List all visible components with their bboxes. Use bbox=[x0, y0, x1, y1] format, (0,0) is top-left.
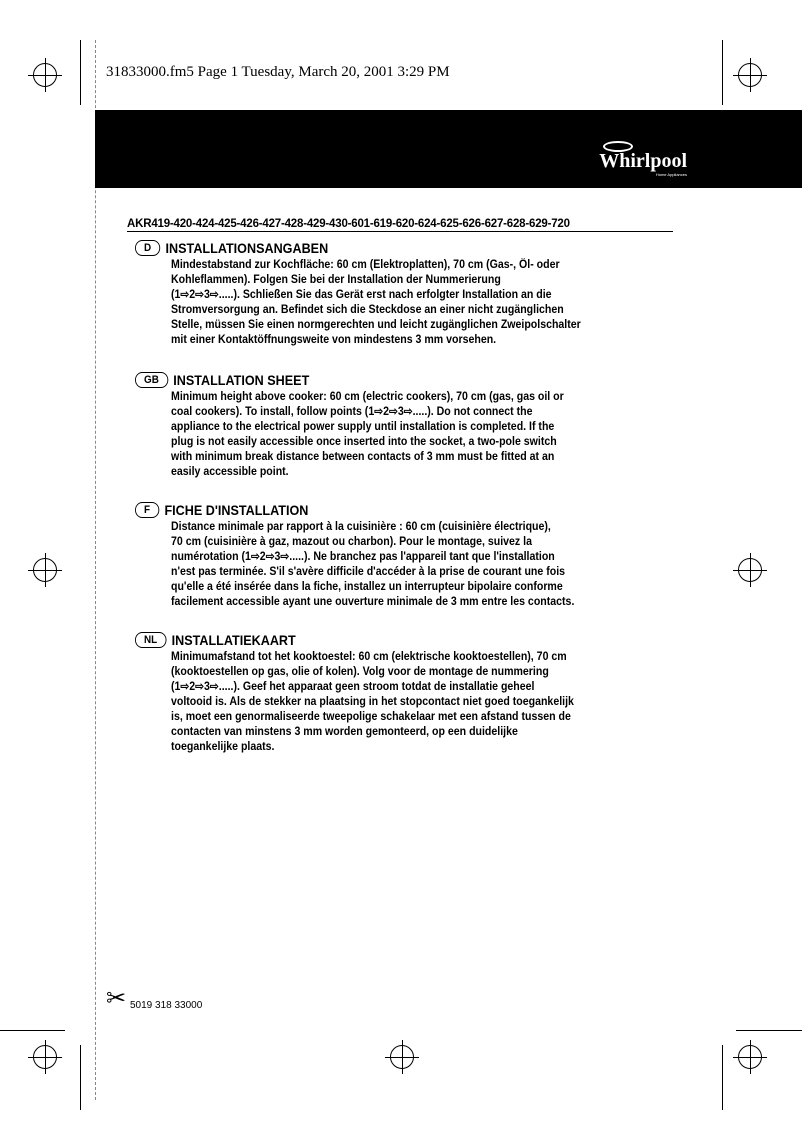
section-title bbox=[135, 372, 603, 388]
body-line: facilement accessible ayant une ouverture minimale de 3 mm entre les contacts. bbox=[171, 596, 575, 608]
crop-mark-icon bbox=[738, 1045, 762, 1069]
section-title bbox=[135, 632, 603, 648]
section-body bbox=[171, 390, 616, 480]
body-line: is, moet een genormaliseerde tweepolige schakelaar met een afstand tussen de bbox=[171, 711, 571, 723]
body-line: voltooid is. Als de stekker na plaatsing in het stopcontact niet goed toegankelijk bbox=[171, 696, 574, 708]
section-body bbox=[171, 258, 616, 348]
body-line: n'est pas terminée. S'il s'avère difficile d'accéder à la prise de courant une fois bbox=[171, 566, 566, 578]
trim-line bbox=[722, 1045, 723, 1110]
body-line: with minimum break distance between contacts of 3 mm must be fitted at an bbox=[171, 451, 555, 463]
section-body bbox=[171, 520, 616, 610]
body-line: Stelle, müssen Sie einen normgerechten und leicht zugänglichen Zweipolschalter bbox=[171, 319, 581, 331]
section-nl bbox=[135, 632, 655, 755]
body-line: (kooktoestellen op gas, olie of kolen). Volg voor de montage de nummering bbox=[171, 666, 549, 678]
trim-line bbox=[80, 40, 81, 105]
body-line: numérotation (1⇨2⇨3⇨.....). Ne branchez pas l'appareil tant que l'installation bbox=[171, 551, 555, 563]
body-line: Distance minimale par rapport à la cuisinière : 60 cm (cuisinière électrique), bbox=[171, 521, 551, 533]
body-line: mit einer Kontaktöffnungsweite von mindestens 3 mm vorsehen. bbox=[171, 334, 497, 346]
language-badge: D bbox=[135, 240, 160, 256]
trim-line bbox=[0, 1030, 65, 1031]
scissors-icon: ✂ bbox=[106, 985, 127, 1012]
section-title bbox=[135, 240, 603, 256]
body-line: coal cookers). To install, follow points (1⇨2⇨3⇨.....). Do not connect the bbox=[171, 406, 533, 418]
body-line: contacten van minstens 3 mm worden gemonteerd, op een duidelijke bbox=[171, 726, 518, 738]
trim-line bbox=[722, 40, 723, 105]
section-gb bbox=[135, 372, 655, 480]
trim-line bbox=[80, 1045, 81, 1110]
section-title-text: INSTALLATION SHEET bbox=[173, 372, 310, 388]
language-badge: GB bbox=[135, 372, 168, 388]
header-band bbox=[95, 110, 802, 188]
section-d bbox=[135, 240, 655, 348]
crop-mark-icon bbox=[33, 63, 57, 87]
body-line: easily accessible point. bbox=[171, 466, 289, 478]
fold-line bbox=[95, 40, 96, 1100]
part-number: 5019 318 33000 bbox=[130, 1000, 203, 1011]
section-title-text: INSTALLATIEKAART bbox=[171, 632, 296, 648]
body-line: 70 cm (cuisinière à gaz, mazout ou charbon). Pour le montage, suivez la bbox=[171, 536, 532, 548]
crop-mark-icon bbox=[390, 1045, 414, 1069]
model-list: AKR419-420-424-425-426-427-428-429-430-601-619-620-624-625-626-627-628-629-720 bbox=[127, 218, 673, 232]
body-line: appliance to the electrical power supply until installation is completed. If the bbox=[171, 421, 555, 433]
body-line: plug is not easily accessible once inserted into the socket, a two-pole switch bbox=[171, 436, 557, 448]
crop-mark-icon bbox=[738, 63, 762, 87]
crop-mark-icon bbox=[738, 558, 762, 582]
logo-swirl-icon bbox=[603, 141, 633, 152]
section-body bbox=[171, 650, 616, 755]
section-title bbox=[135, 502, 603, 518]
body-line: (1⇨2⇨3⇨.....). Schließen Sie das Gerät erst nach erfolgter Installation an die bbox=[171, 289, 552, 301]
whirlpool-logo bbox=[599, 150, 687, 177]
trim-line bbox=[736, 1030, 802, 1031]
body-line: Minimum height above cooker: 60 cm (electric cookers), 70 cm (gas, gas oil or bbox=[171, 391, 564, 403]
body-line: qu'elle a été insérée dans la fiche, installez un interrupteur bipolaire conforme bbox=[171, 581, 563, 593]
logo-brand: Whirlpool bbox=[599, 150, 687, 172]
section-f bbox=[135, 502, 655, 610]
body-line: toegankelijke plaats. bbox=[171, 741, 275, 753]
language-badge: NL bbox=[135, 632, 166, 648]
logo-tagline: Home Appliances bbox=[655, 172, 687, 177]
body-line: Minimumafstand tot het kooktoestel: 60 cm (elektrische kooktoestellen), 70 cm bbox=[171, 651, 567, 663]
body-line: Mindestabstand zur Kochfläche: 60 cm (Elektroplatten), 70 cm (Gas-, Öl- oder bbox=[171, 259, 560, 271]
body-line: (1⇨2⇨3⇨.....). Geef het apparaat geen stroom totdat de installatie geheel bbox=[171, 681, 535, 693]
body-line: Kohleflammen). Folgen Sie bei der Installation der Nummerierung bbox=[171, 274, 501, 286]
crop-mark-icon bbox=[33, 558, 57, 582]
section-title-text: INSTALLATIONSANGABEN bbox=[165, 240, 329, 256]
language-badge: F bbox=[135, 502, 159, 518]
file-info-header: 31833000.fm5 Page 1 Tuesday, March 20, 2001 3:29 PM bbox=[106, 64, 450, 80]
crop-mark-icon bbox=[33, 1045, 57, 1069]
section-title-text: FICHE D'INSTALLATION bbox=[164, 502, 309, 518]
body-line: Stromversorgung an. Befindet sich die Steckdose an einer nicht zugänglichen bbox=[171, 304, 564, 316]
